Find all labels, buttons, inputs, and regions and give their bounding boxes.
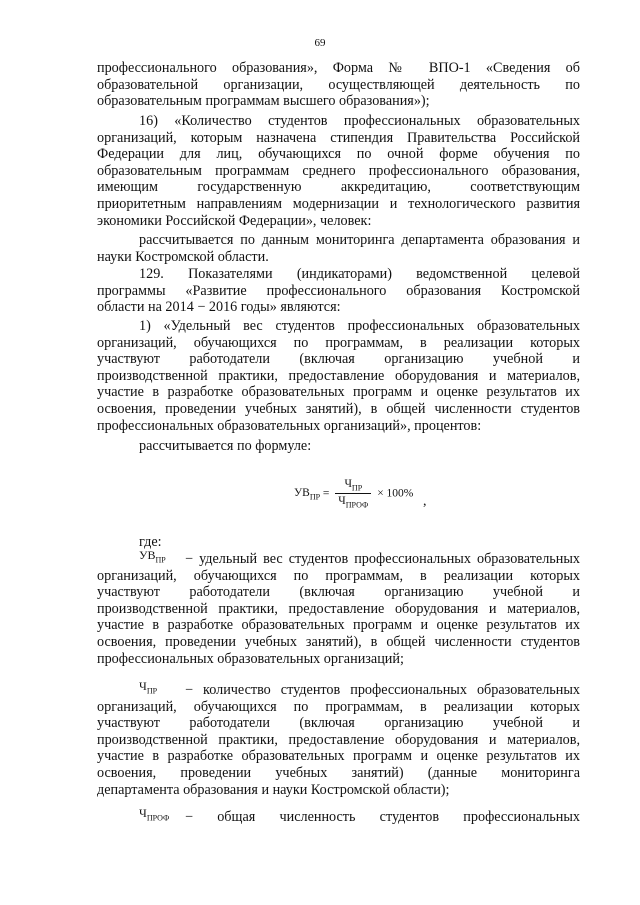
text-line: − количество студентов профессиональных образовательных [185, 682, 580, 698]
text-line: организаций, обучающихся по программам, в реализации которых [97, 698, 580, 715]
text-line: 129. Показателями (индикаторами) ведомственной целевой [139, 266, 580, 282]
text-line: участие в разработке образовательных программ и оценке результатов их [97, 384, 580, 401]
paragraph-129 [97, 266, 580, 316]
text-line: организаций, обучающихся по программам, в реализации которых [97, 334, 580, 351]
text-line: науки Костромской области. [97, 248, 269, 265]
text-line: профессиональных образовательных организаций; [97, 650, 404, 667]
text-line: экономики Российской Федерации», человек: [97, 212, 372, 229]
text-line: области на 2014 − 2016 годы» являются: [97, 299, 341, 316]
paragraph-calc [97, 232, 580, 265]
definition-chprof [97, 809, 580, 826]
def-symbol-chprof: $Ч_{ПРОФ}$ [139, 806, 170, 823]
text-line: освоения, проведении учебных занятий), в общей численности студентов [97, 400, 580, 417]
text-line: рассчитывается по формуле: [139, 438, 312, 454]
text-line: образовательной организации, осуществляющей деятельность по [97, 76, 580, 93]
text-line: имеющим государственную аккредитацию, соответствующим [97, 179, 580, 196]
text-line: производственной практики, предоставление оборудования и материалов, [97, 367, 580, 384]
text-line: организаций, обучающихся по программам, в реализации которых [97, 567, 580, 584]
text-line: освоения, проведении учебных занятий), в общей численности студентов [97, 633, 580, 650]
def-symbol-uv: $УВ_{ПР}$ [139, 548, 166, 565]
page-number: 69 [314, 37, 326, 49]
text-line: образовательным программам среднего профессионального образования, [97, 162, 580, 179]
text-line: образовательным программам высшего образования»); [97, 93, 430, 110]
formula-comma: , [423, 494, 427, 509]
formula-intro [97, 438, 580, 455]
formula-lhs: $УВ_{ПР}$ [294, 487, 321, 502]
text-line: 1) «Удельный вес студентов профессиональных образовательных [139, 318, 580, 334]
paragraph-16 [97, 113, 580, 229]
text-line: профессиональных образовательных организаций», процентов: [97, 417, 482, 434]
text-line: профессионального образования», Форма № ВПО-1 «Сведения об [97, 60, 580, 76]
def-symbol-chpr: $Ч_{ПР}$ [139, 679, 158, 696]
text-line: департамента образования и науки Костромской области); [97, 781, 450, 798]
paragraph-1 [97, 318, 580, 434]
formula-numerator: $Ч_{ПР}$ [335, 478, 371, 494]
formula-fraction [335, 478, 371, 510]
text-line: 16) «Количество студентов профессиональных образовательных [139, 113, 580, 129]
text-line: рассчитывается по данным мониторинга департамента образования и [139, 232, 580, 248]
text-line: участвуют работодатели (включая организацию учебной и [97, 351, 580, 368]
text-line: где: [139, 534, 162, 550]
text-line: участие в разработке образовательных программ и оценке результатов их [97, 617, 580, 634]
text-line: участвуют работодатели (включая организацию учебной и [97, 584, 580, 601]
text-line: участвуют работодатели (включая организацию учебной и [97, 715, 580, 732]
paragraph-top [97, 60, 580, 110]
text-line: производственной практики, предоставление оборудования и материалов, [97, 600, 580, 617]
formula: $УВ_{ПР}$ = $\frac{Ч_{ПР}}{Ч_{ПРОФ}}$ × 100% [294, 478, 414, 510]
text-line: − общая численность студентов профессиональных [185, 809, 580, 825]
text-line: − удельный вес студентов профессиональных образовательных [185, 551, 580, 567]
definition-chpr [97, 682, 580, 798]
text-line: приоритетным направлениям модернизации и технологического развития [97, 195, 580, 212]
text-line: освоения, проведении учебных занятий) (данные мониторинга [97, 764, 580, 781]
text-line: организаций, которым назначена стипендия Правительства Российской [97, 129, 580, 146]
formula-denominator: $Ч_{ПРОФ}$ [338, 495, 369, 510]
text-line: производственной практики, предоставление оборудования и материалов, [97, 731, 580, 748]
where-label [97, 534, 580, 551]
text-line: участие в разработке образовательных программ и оценке результатов их [97, 748, 580, 765]
text-line: Федерации для лиц, обучающихся по очной форме обучения по [97, 146, 580, 163]
formula-factor: × 100% [377, 487, 414, 500]
text-line: программы «Развитие профессионального образования Костромской [97, 282, 580, 299]
definition-uv [97, 551, 580, 667]
